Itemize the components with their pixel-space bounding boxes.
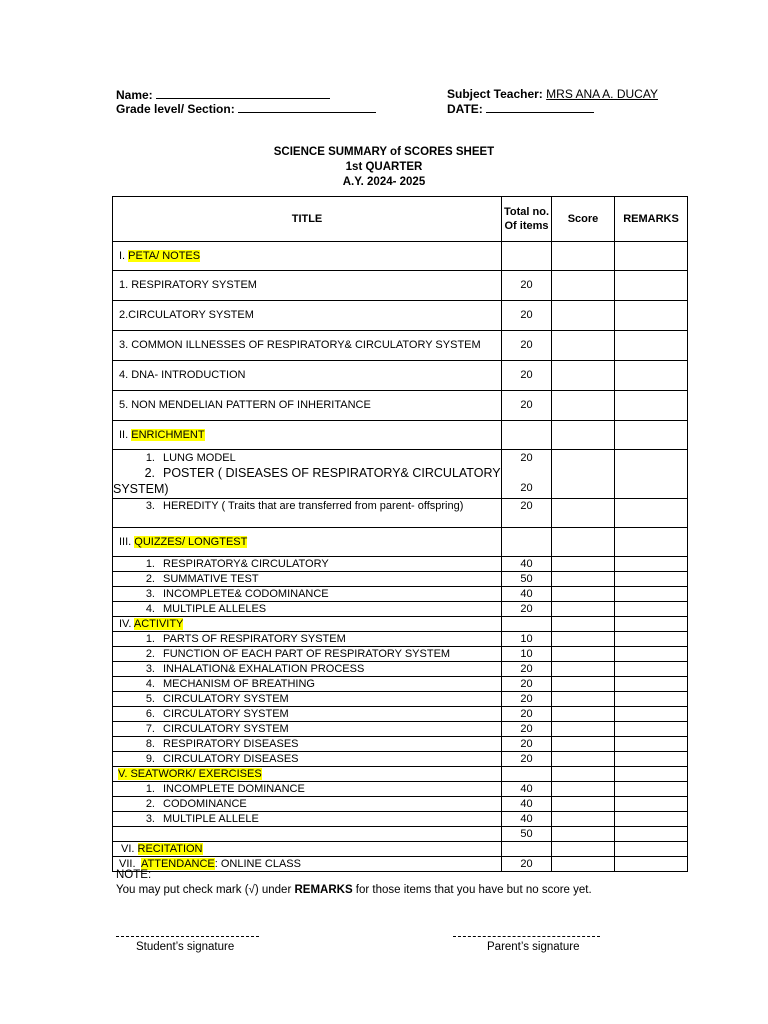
item-title: INHALATION& EXHALATION PROCESS — [163, 662, 365, 675]
section-recitation: VI. RECITATION — [113, 842, 502, 857]
remarks-cell[interactable] — [615, 499, 688, 528]
item-title: 4. DNA- INTRODUCTION — [113, 361, 502, 391]
remarks-cell[interactable] — [615, 782, 688, 797]
score-cell[interactable] — [552, 331, 615, 361]
score-cell[interactable] — [552, 271, 615, 301]
section-enrichment: II. ENRICHMENT — [113, 421, 502, 450]
grade-section-field — [116, 101, 376, 116]
table-row — [113, 361, 688, 391]
item-title: CIRCULATORY SYSTEM — [163, 692, 289, 705]
item-title: FUNCTION OF EACH PART OF RESPIRATORY SYSTEM — [163, 647, 451, 660]
item-title — [113, 827, 502, 842]
table-row: 3. HEREDITY ( Traits that are transferred from parent- offspring) 20 — [113, 499, 688, 528]
remarks-cell[interactable] — [615, 707, 688, 722]
remarks-cell[interactable] — [615, 331, 688, 361]
item-title: INCOMPLETE& CODOMINANCE — [163, 587, 329, 600]
remarks-cell[interactable] — [615, 692, 688, 707]
remarks-cell[interactable] — [615, 602, 688, 617]
score-cell[interactable] — [552, 692, 615, 707]
student-signature-line[interactable] — [116, 936, 259, 937]
item-title: MECHANISM OF BREATHING — [163, 677, 315, 690]
section-row — [113, 857, 688, 872]
score-cell[interactable] — [552, 617, 615, 632]
sheet-title: SCIENCE SUMMARY of SCORES SHEET — [273, 146, 495, 158]
section-row — [113, 617, 688, 632]
section-seatwork: V. SEATWORK/ EXERCISES — [113, 767, 502, 782]
name-field — [116, 87, 330, 102]
score-cell[interactable] — [552, 528, 615, 557]
section-row — [113, 767, 688, 782]
section-activity: IV. ACTIVITY — [113, 617, 502, 632]
col-total-header: Total no. Of items — [502, 197, 552, 242]
score-cell[interactable] — [552, 797, 615, 812]
item-total: 20 — [502, 677, 552, 692]
score-cell[interactable] — [552, 499, 615, 528]
remarks-cell[interactable] — [615, 587, 688, 602]
item-total: 20 — [502, 707, 552, 722]
section-attendance: VII. ATTENDANCE: ONLINE CLASS — [113, 857, 502, 872]
item-total: 20 — [502, 361, 552, 391]
score-cell[interactable] — [552, 242, 615, 271]
table-row — [113, 827, 688, 842]
table-row: 3. INCOMPLETE& CODOMINANCE 40 — [113, 587, 688, 602]
item-title: 3. COMMON ILLNESSES OF RESPIRATORY& CIRCULATORY SYSTEM — [113, 331, 502, 361]
year-title: A.Y. 2024- 2025 — [342, 176, 426, 188]
table-row — [113, 391, 688, 421]
remarks-cell[interactable] — [615, 242, 688, 271]
score-cell[interactable] — [552, 722, 615, 737]
score-cell[interactable] — [552, 752, 615, 767]
item-total: 10 — [502, 647, 552, 662]
teacher-field — [447, 87, 658, 101]
item-total: 40 — [502, 782, 552, 797]
item-title: CODOMINANCE — [163, 797, 247, 810]
item-total: 40 — [502, 557, 552, 572]
item-total: 20 — [502, 692, 552, 707]
table-row — [113, 271, 688, 301]
item-total: 20 — [502, 857, 552, 872]
item-title: RESPIRATORY& CIRCULATORY — [163, 557, 329, 570]
item-total: 20 — [502, 752, 552, 767]
item-title: CIRCULATORY DISEASES — [163, 752, 299, 765]
col-score-header: Score — [552, 197, 615, 242]
score-cell[interactable] — [552, 707, 615, 722]
item-title: LUNG MODEL — [163, 452, 236, 464]
item-title: POSTER ( DISEASES OF RESPIRATORY& CIRCULATORY — [163, 466, 501, 480]
item-total: 20 — [502, 271, 552, 301]
section-row — [113, 421, 688, 450]
table-row: 9. CIRCULATORY DISEASES 20 — [113, 752, 688, 767]
table-row: 1. INCOMPLETE DOMINANCE 40 — [113, 782, 688, 797]
item-total: 20 — [502, 722, 552, 737]
teacher-value: MRS ANA A. DUCAY — [546, 87, 658, 101]
remarks-cell[interactable] — [615, 752, 688, 767]
table-row: 4. MECHANISM OF BREATHING 20 — [113, 677, 688, 692]
remarks-cell[interactable] — [615, 617, 688, 632]
item-title-continued: SYSTEM) — [113, 482, 169, 496]
remarks-cell[interactable] — [615, 557, 688, 572]
remarks-cell[interactable] — [615, 662, 688, 677]
note-label: NOTE: — [116, 869, 152, 881]
table-row: 2. FUNCTION OF EACH PART OF RESPIRATORY SYSTEM 10 — [113, 647, 688, 662]
teacher-label: Subject Teacher: — [447, 87, 543, 101]
item-total: 20 — [502, 662, 552, 677]
item-total: 20 — [502, 602, 552, 617]
col-title-header: TITLE — [113, 197, 502, 242]
score-cell[interactable] — [552, 602, 615, 617]
item-title: PARTS OF RESPIRATORY SYSTEM — [163, 632, 346, 645]
item-total: 20 — [502, 737, 552, 752]
item-title: 5. NON MENDELIAN PATTERN OF INHERITANCE — [113, 391, 502, 421]
item-title: MULTIPLE ALLELES — [163, 602, 267, 615]
item-title: INCOMPLETE DOMINANCE — [163, 782, 305, 795]
score-cell[interactable] — [552, 450, 615, 499]
section-peta-notes: I. PETA/ NOTES — [113, 242, 502, 271]
table-row: 7. CIRCULATORY SYSTEM 20 — [113, 722, 688, 737]
student-signature-label: Student’s signature — [136, 941, 235, 953]
remarks-cell[interactable] — [615, 812, 688, 827]
note-text: You may put check mark (√) under REMARKS for those items that you have but no score yet. — [116, 884, 592, 896]
remarks-cell[interactable] — [615, 842, 688, 857]
table-row: 4. MULTIPLE ALLELES 20 — [113, 602, 688, 617]
item-total: 40 — [502, 812, 552, 827]
item-total: 40 — [502, 587, 552, 602]
remarks-cell[interactable] — [615, 767, 688, 782]
enrichment-items-1-2: 1. LUNG MODEL 2. POSTER ( DISEASES OF RESPIRATORY& CIRCULATORY SYSTEM) — [113, 450, 502, 499]
item-total: 20 20 — [502, 450, 552, 499]
table-row: 1. RESPIRATORY& CIRCULATORY 40 — [113, 557, 688, 572]
remarks-cell[interactable] — [615, 647, 688, 662]
item-title: HEREDITY ( Traits that are transferred from parent- offspring) — [163, 500, 464, 512]
item-title: CIRCULATORY SYSTEM — [163, 707, 289, 720]
item-total: 20 — [502, 331, 552, 361]
score-cell[interactable] — [552, 737, 615, 752]
remarks-cell[interactable] — [615, 361, 688, 391]
score-cell[interactable] — [552, 767, 615, 782]
item-title: 2.CIRCULATORY SYSTEM — [113, 301, 502, 331]
score-cell[interactable] — [552, 677, 615, 692]
item-title: CIRCULATORY SYSTEM — [163, 722, 289, 735]
section-row — [113, 528, 688, 557]
name-blank[interactable] — [156, 87, 330, 99]
table-header-row — [113, 197, 688, 242]
remarks-cell[interactable] — [615, 271, 688, 301]
parent-signature-line[interactable] — [453, 936, 600, 937]
table-row: 2. SUMMATIVE TEST 50 — [113, 572, 688, 587]
section-quizzes: III. QUIZZES/ LONGTEST — [113, 528, 502, 557]
date-blank[interactable] — [486, 101, 594, 113]
item-total: 20 — [502, 499, 552, 528]
score-cell[interactable] — [552, 782, 615, 797]
scores-table — [112, 196, 688, 872]
col-remarks-header: REMARKS — [615, 197, 688, 242]
score-cell[interactable] — [552, 842, 615, 857]
item-title: RESPIRATORY DISEASES — [163, 737, 299, 750]
item-total: 50 — [502, 572, 552, 587]
score-cell[interactable] — [552, 301, 615, 331]
remarks-cell[interactable] — [615, 722, 688, 737]
score-cell[interactable] — [552, 421, 615, 450]
table-row: 8. RESPIRATORY DISEASES 20 — [113, 737, 688, 752]
remarks-cell[interactable] — [615, 857, 688, 872]
table-row — [113, 450, 688, 499]
score-cell[interactable] — [552, 391, 615, 421]
remarks-cell[interactable] — [615, 450, 688, 499]
item-total: 20 — [502, 391, 552, 421]
score-cell[interactable] — [552, 647, 615, 662]
grade-blank[interactable] — [238, 101, 376, 113]
quarter-title: 1st QUARTER — [345, 161, 423, 173]
table-row — [113, 331, 688, 361]
date-field — [447, 101, 594, 116]
score-cell[interactable] — [552, 827, 615, 842]
item-total: 40 — [502, 797, 552, 812]
table-row: 3. MULTIPLE ALLELE 40 — [113, 812, 688, 827]
item-total: 10 — [502, 632, 552, 647]
section-row — [113, 842, 688, 857]
item-title: 1. RESPIRATORY SYSTEM — [113, 271, 502, 301]
item-title: SUMMATIVE TEST — [163, 572, 259, 585]
table-row: 5. CIRCULATORY SYSTEM 20 — [113, 692, 688, 707]
item-total: 20 — [502, 301, 552, 331]
remarks-cell[interactable] — [615, 797, 688, 812]
table-row: 2. CODOMINANCE 40 — [113, 797, 688, 812]
remarks-cell[interactable] — [615, 677, 688, 692]
parent-signature-label: Parent’s signature — [487, 941, 580, 953]
table-row — [113, 301, 688, 331]
score-cell[interactable] — [552, 587, 615, 602]
remarks-cell[interactable] — [615, 572, 688, 587]
remarks-cell[interactable] — [615, 827, 688, 842]
score-cell[interactable] — [552, 557, 615, 572]
remarks-cell[interactable] — [615, 391, 688, 421]
table-row: 6. CIRCULATORY SYSTEM 20 — [113, 707, 688, 722]
grade-label: Grade level/ Section: — [116, 102, 235, 116]
table-row: 1. PARTS OF RESPIRATORY SYSTEM 10 — [113, 632, 688, 647]
item-total: 50 — [502, 827, 552, 842]
score-cell[interactable] — [552, 632, 615, 647]
date-label: DATE: — [447, 102, 483, 116]
item-title: MULTIPLE ALLELE — [163, 812, 259, 825]
section-row — [113, 242, 688, 271]
remarks-cell[interactable] — [615, 632, 688, 647]
score-cell[interactable] — [552, 361, 615, 391]
score-cell[interactable] — [552, 662, 615, 677]
remarks-cell[interactable] — [615, 421, 688, 450]
table-row: 3. INHALATION& EXHALATION PROCESS 20 — [113, 662, 688, 677]
remarks-cell[interactable] — [615, 528, 688, 557]
remarks-cell[interactable] — [615, 301, 688, 331]
score-cell[interactable] — [552, 812, 615, 827]
name-label: Name: — [116, 88, 153, 102]
score-cell[interactable] — [552, 857, 615, 872]
remarks-cell[interactable] — [615, 737, 688, 752]
score-cell[interactable] — [552, 572, 615, 587]
